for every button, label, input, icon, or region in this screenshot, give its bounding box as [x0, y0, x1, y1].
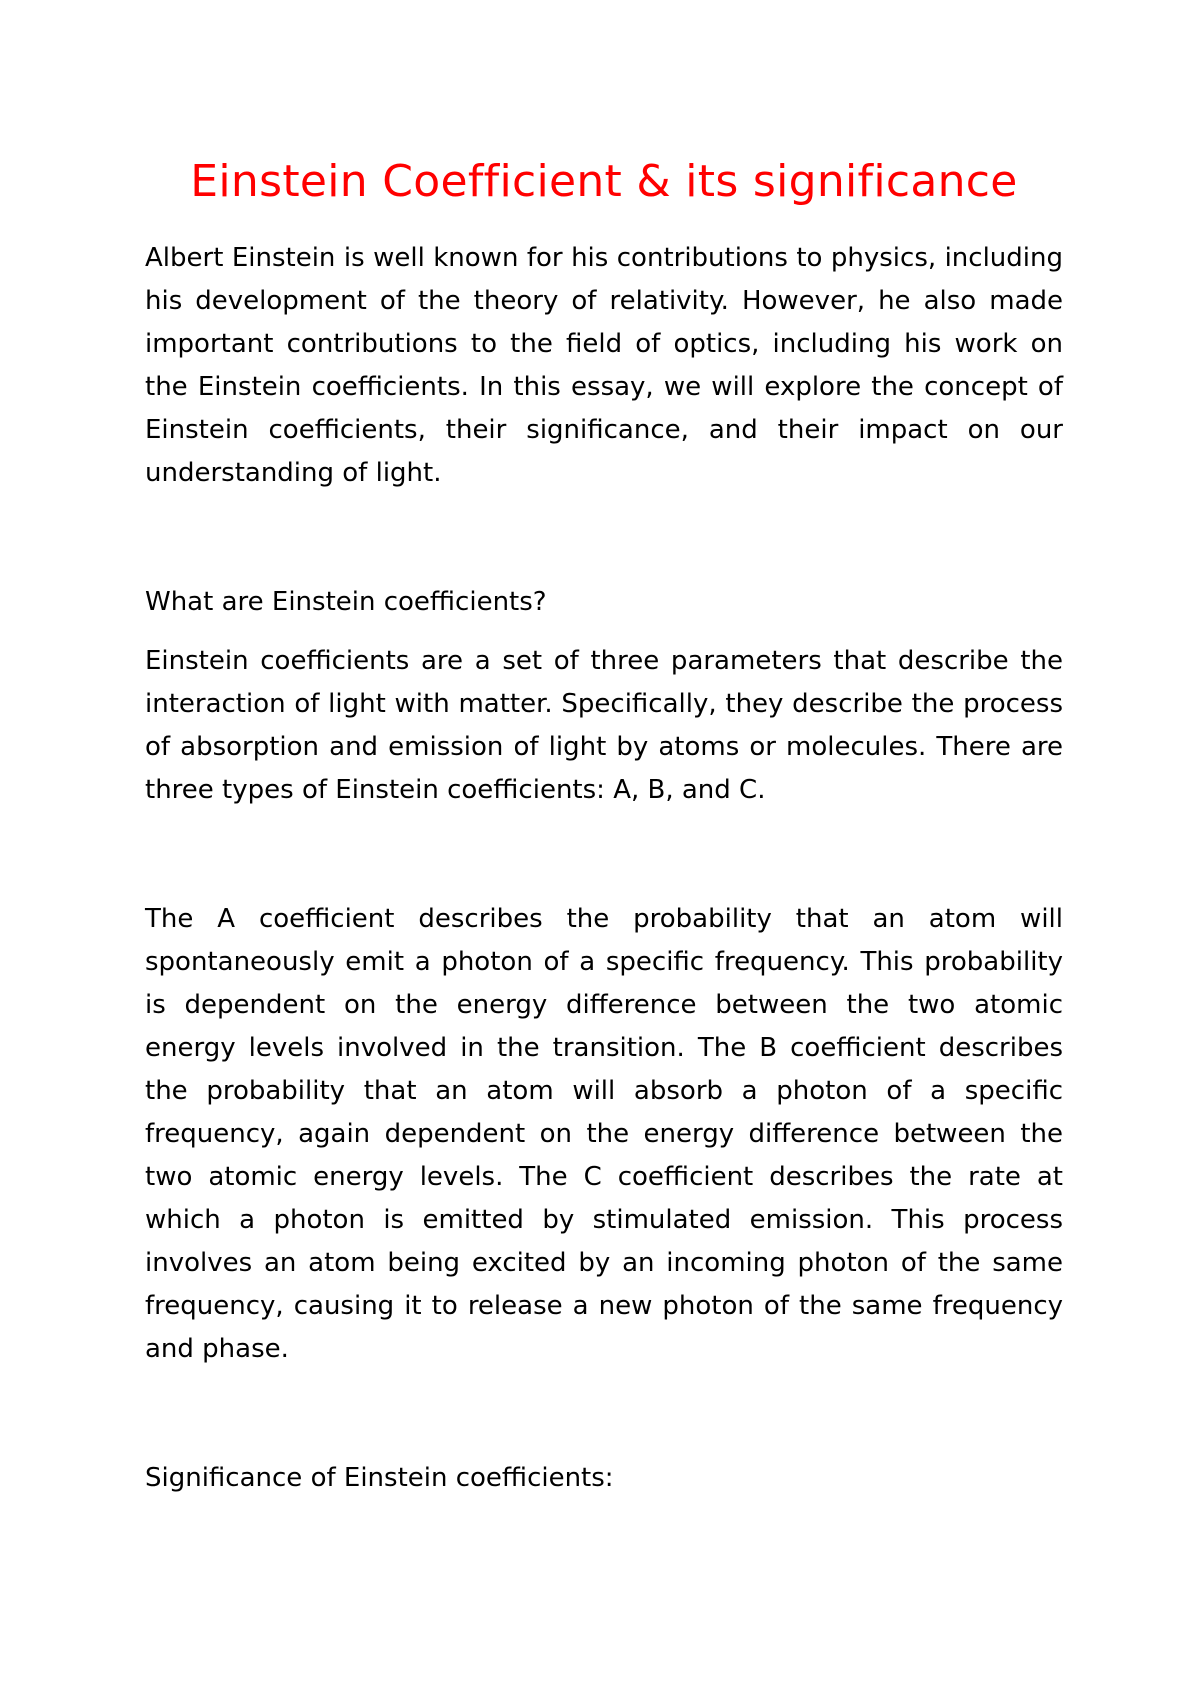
- document-title: Einstein Coefficient & its significance: [190, 156, 1018, 207]
- section-heading-what-are-coefficients: What are Einstein coefficients?: [145, 587, 547, 617]
- document-body: [145, 152, 1063, 1500]
- intro-paragraph: Albert Einstein is well known for his contributions to physics, including his development of the theory of relativity. However, he also made important contributions to the field of optics, including his work on the Einstein coefficients. In this essay, we will explore the concept of Einstein coefficients, their significance, and their impact on our understanding of light.: [145, 243, 1063, 488]
- what-are-coefficients-paragraph: Einstein coefficients are a set of three parameters that describe the interaction of light with matter. Specifically, they describe the process of absorption and emission of light by atoms or molecules. There are three types of Einstein coefficients: A, B, and C.: [145, 646, 1063, 805]
- section-heading-significance: Significance of Einstein coefficients:: [145, 1463, 614, 1493]
- coefficients-description-paragraph: The A coefficient describes the probability that an atom will spontaneously emit a photon of a specific frequency. This probability is dependent on the energy difference between the two atomic energy levels involved in the transition. The B coefficient describes the probability that an atom will absorb a photon of a specific frequency, again dependent on the energy difference between the two atomic energy levels. The C coefficient describes the rate at which a photon is emitted by stimulated emission. This process involves an atom being excited by an incoming photon of the same frequency, causing it to release a new photon of the same frequency and phase.: [145, 904, 1063, 1364]
